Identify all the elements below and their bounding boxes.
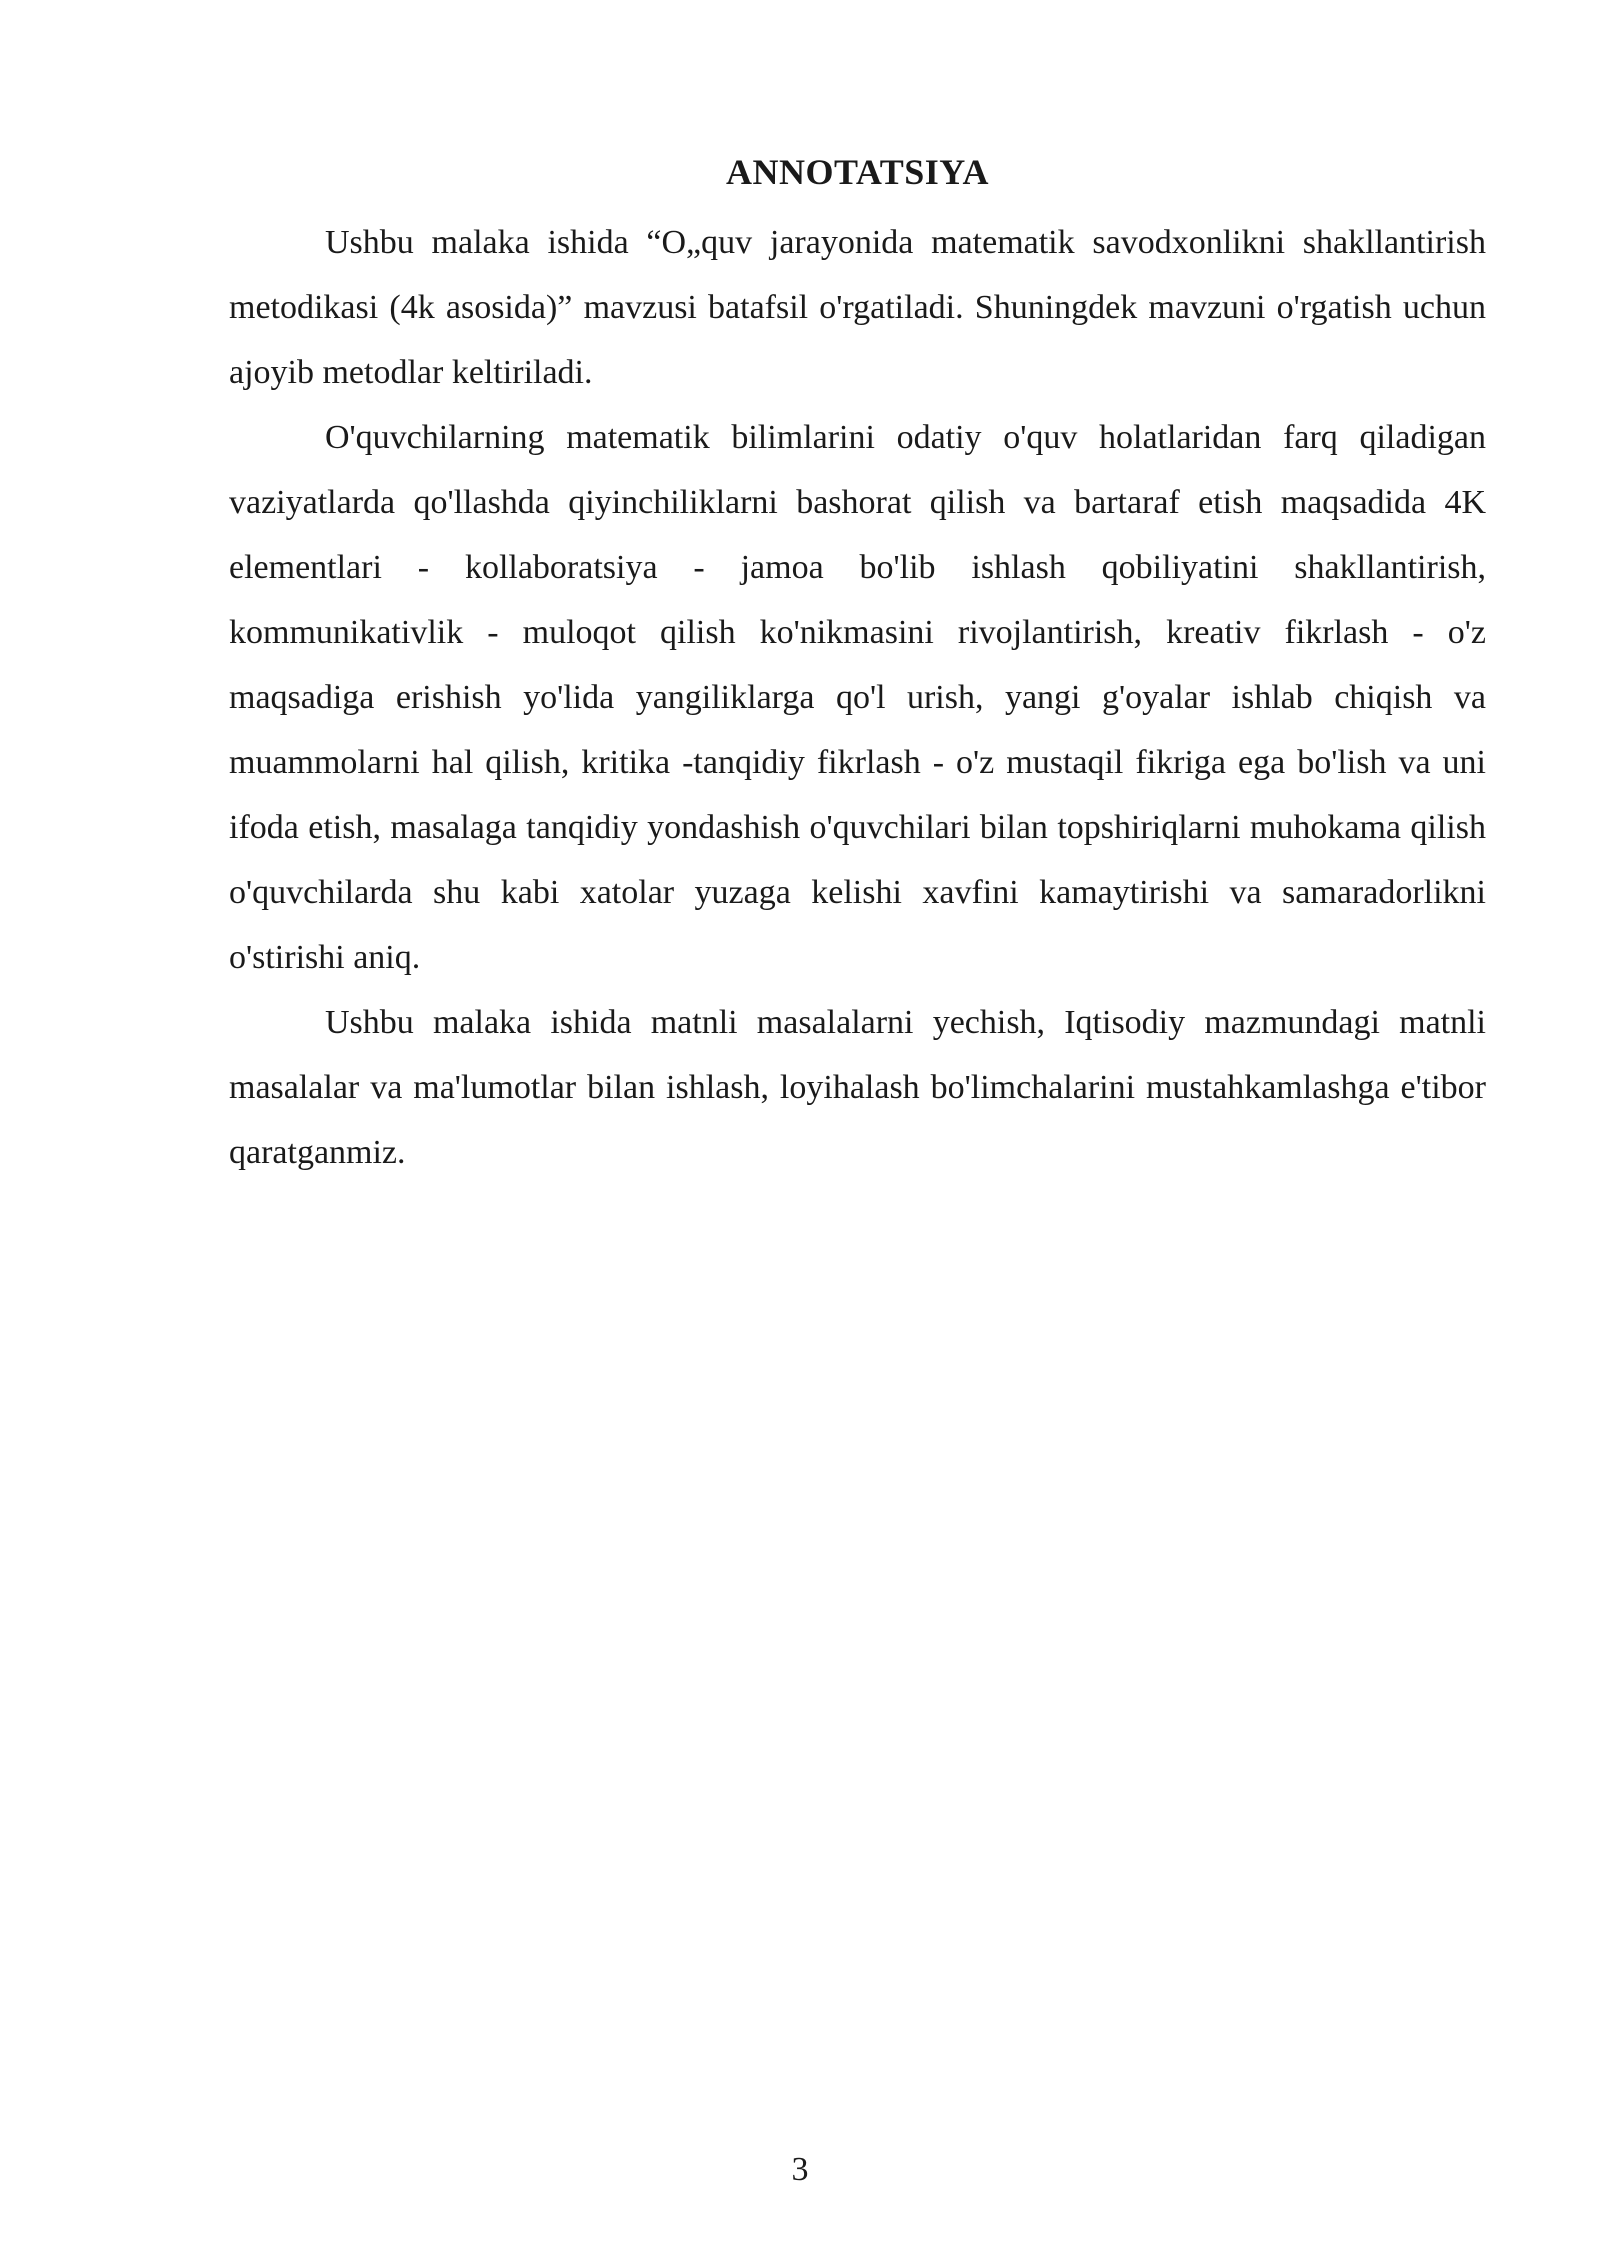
paragraph-1: Ushbu malaka ishida “O„quv jarayonida matematik savodxonlikni shakllantirish metodikasi (4k asosida)” mavzusi batafsil o'rgatiladi. Shuningdek mavzuni o'rgatish uchun ajoyib metodlar keltiriladi. — [229, 224, 1486, 391]
page-content — [229, 146, 1486, 1185]
paragraph-2: O'quvchilarning matematik bilimlarini odatiy o'quv holatlaridan farq qiladigan vaziyatlarda qo'llashda qiyinchiliklarni bashorat qilish va bartaraf etish maqsadida 4K elementlari - kollaboratsiya - jamoa bo'lib ishlash qobiliyatini shakllantirish, kommunikativlik - muloqot qilish ko'nikmasini rivojlantirish, kreativ fikrlash - o'z maqsadiga erishish yo'lida yangiliklarga qo'l urish, yangi g'oyalar ishlab chiqish va muammolarni hal qilish, kritika -tanqidiy fikrlash - o'z mustaqil fikriga ega bo'lish va uni ifoda etish, masalaga tanqidiy yondashish o'quvchilari bilan topshiriqlarni muhokama qilish o'quvchilarda shu kabi xatolar yuzaga kelishi xavfini kamaytirishi va samaradorlikni o'stirishi aniq. — [229, 419, 1486, 976]
page-number: 3 — [791, 2151, 809, 2188]
page-title: ANNOTATSIYA — [726, 152, 989, 192]
paragraph-3: Ushbu malaka ishida matnli masalalarni yechish, Iqtisodiy mazmundagi matnli masalalar va ma'lumotlar bilan ishlash, loyihalash bo'limchalarini mustahkamlashga e'tibor qaratganmiz. — [229, 1004, 1486, 1171]
